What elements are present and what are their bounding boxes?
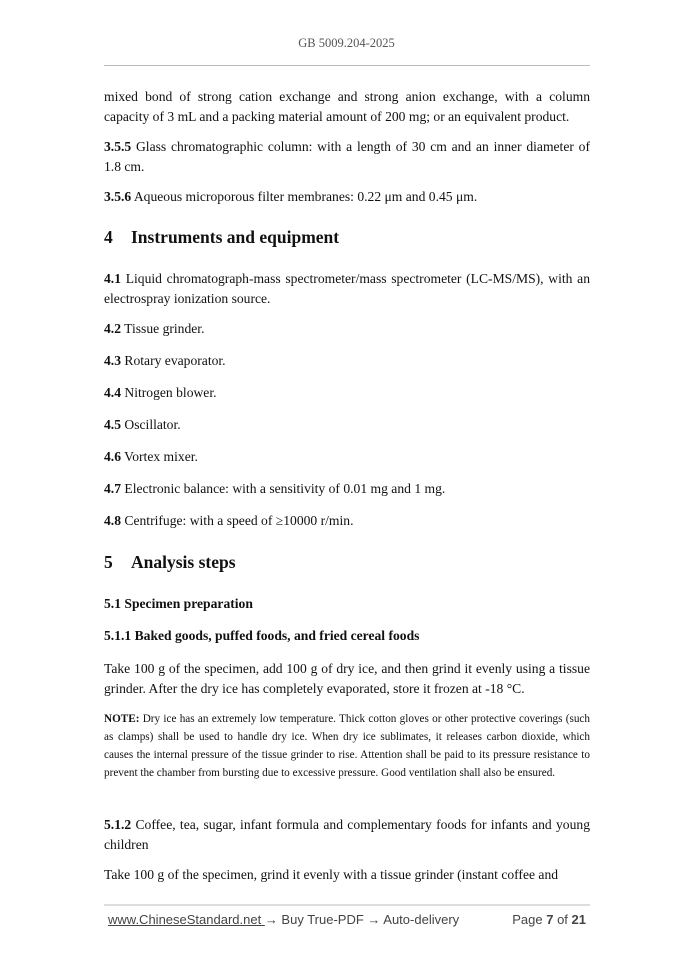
clause-text: Vortex mixer. <box>121 449 198 464</box>
clause-4-5 <box>104 415 590 435</box>
clause-4-3 <box>104 351 590 371</box>
clause-text: Electronic balance: with a sensitivity of 0.01 mg and 1 mg. <box>121 481 446 496</box>
clause-number: 4.1 <box>104 271 121 286</box>
paragraph: Take 100 g of the specimen, grind it evenly with a tissue grinder (instant coffee and <box>104 867 559 882</box>
note-text: Dry ice has an extremely low temperature. Thick cotton gloves or other protective coverings (such as clamps) shall be used to handle dry ice. When dry ice sublimates, it releases carbon dioxide, which causes the internal pressure of the tissue grinder to rise. Attention shall be paid to its pressure resistance to prevent the chamber from bursting due to excessive pressure. Good ventilation shall also be ensured. <box>104 713 590 779</box>
subsection-5-1-1-heading: 5.1.1 Baked goods, puffed foods, and fried cereal foods <box>104 628 420 643</box>
clause-number: 4.7 <box>104 481 121 496</box>
clause-3-5-5 <box>104 137 590 176</box>
page-indicator <box>512 912 586 927</box>
website-link[interactable]: www.ChineseStandard.net <box>108 912 265 927</box>
clause-number: 3.5.6 <box>104 189 132 204</box>
clause-text: Liquid chromatograph-mass spectrometer/mass spectrometer (LC-MS/MS), with an electrospray ionization source. <box>104 271 590 306</box>
clause-text: Nitrogen blower. <box>121 385 217 400</box>
clause-text: Tissue grinder. <box>121 321 205 336</box>
clause-3-5-6 <box>104 187 590 207</box>
footer-divider <box>104 904 590 906</box>
clause-number: 4.2 <box>104 321 121 336</box>
clause-text: Glass chromatographic column: with a length of 30 cm and an inner diameter of 1.8 cm. <box>104 139 590 174</box>
clause-4-7 <box>104 479 590 499</box>
paragraph: Take 100 g of the specimen, add 100 g of dry ice, and then grind it evenly using a tissue grinder. After the dry ice has completely evaporated, store it frozen at -18 °C. <box>104 661 590 696</box>
note-label: NOTE: <box>104 713 140 725</box>
section-4-heading <box>104 227 339 248</box>
clause-number: 4.5 <box>104 417 121 432</box>
clause-4-6 <box>104 447 590 467</box>
section-title: Instruments and equipment <box>131 227 340 247</box>
page-total: 21 <box>571 912 586 927</box>
section-5-heading <box>104 552 236 573</box>
clause-text: Rotary evaporator. <box>121 353 226 368</box>
footer-left <box>108 912 459 927</box>
clause-number: 4.6 <box>104 449 121 464</box>
clause-text: Aqueous microporous filter membranes: 0.22 μm and 0.45 μm. <box>131 189 478 204</box>
section-number: 5 <box>104 552 113 572</box>
document-header: GB 5009.204-2025 <box>298 36 395 50</box>
clause-number: 5.1.2 <box>104 817 132 832</box>
page-of: of <box>553 912 572 927</box>
clause-number: 4.8 <box>104 513 121 528</box>
footer <box>108 912 586 927</box>
section-title: Analysis steps <box>131 552 236 572</box>
page-number: 7 <box>546 912 554 927</box>
header-divider <box>104 65 590 66</box>
clause-text: Coffee, tea, sugar, infant formula and complementary foods for infants and young children <box>104 817 590 852</box>
page-label: Page <box>512 912 547 927</box>
paragraph: mixed bond of strong cation exchange and strong anion exchange, with a column capacity of 3 mL and a packing material amount of 200 mg; or an equivalent product. <box>104 89 590 124</box>
clause-number: 4.3 <box>104 353 121 368</box>
clause-text: Oscillator. <box>121 417 181 432</box>
clause-4-2 <box>104 319 590 339</box>
clause-4-8 <box>104 511 590 531</box>
footer-promo: → Buy True-PDF → Auto-delivery <box>264 912 460 927</box>
clause-4-1 <box>104 269 590 308</box>
clause-text: Centrifuge: with a speed of ≥10000 r/min. <box>121 513 354 528</box>
clause-4-4 <box>104 383 590 403</box>
clause-number: 4.4 <box>104 385 121 400</box>
note <box>104 710 590 782</box>
clause-number: 3.5.5 <box>104 139 132 154</box>
clause-5-1-2 <box>104 815 590 854</box>
subsection-5-1-heading: 5.1 Specimen preparation <box>104 596 253 611</box>
section-number: 4 <box>104 227 113 247</box>
